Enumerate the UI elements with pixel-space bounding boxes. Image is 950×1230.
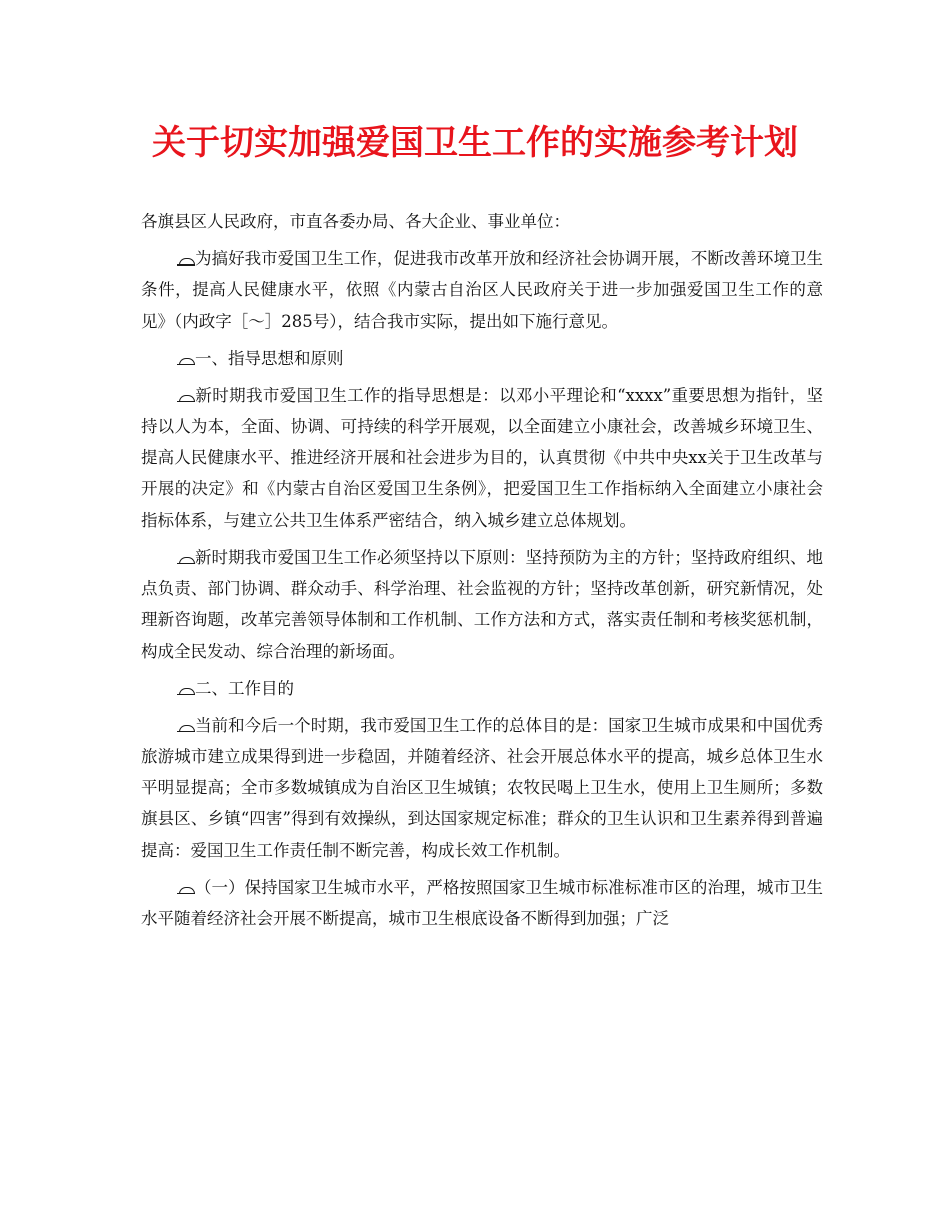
paragraph-text: 当前和今后一个时期，我市爱国卫生工作的总体目的是：国家卫生城市成果和中国优秀旅游城市建立成果得到进一步稳固，并随着经济、社会开展总体水平的提高，城乡总体卫生水平明显提高；全市多数城镇成为自治区卫生城镇；农牧民喝上卫生水，使用上卫生厕所；多数旗县区、乡镇“四害”得到有效操纵，到达国家规定标准；群众的卫生认识和卫生素养得到普遍提高：爱国卫生工作责任制不断完善，构成长效工作机制。 bbox=[141, 715, 823, 860]
paragraph-item-one bbox=[141, 872, 823, 935]
section-heading-work-goals bbox=[141, 673, 823, 704]
paragraph-mark-icon bbox=[177, 556, 195, 566]
salutation: 各旗县区人民政府，市直各委办局、各大企业、事业单位： bbox=[141, 212, 570, 231]
paragraph-mark-icon bbox=[177, 724, 195, 734]
paragraph-text: 二、工作目的 bbox=[195, 678, 294, 698]
paragraph-principles bbox=[141, 542, 823, 667]
paragraph-text: 为搞好我市爱国卫生工作，促进我市改革开放和经济社会协调开展，不断改善环境卫生条件，提高人民健康水平，依照《内蒙古自治区人民政府关于进一步加强爱国卫生工作的意见》（内政字［～］285号），结合我市实际，提出如下施行意见。 bbox=[141, 248, 823, 331]
paragraph-text: 一、指导思想和原则 bbox=[195, 348, 344, 368]
paragraph-mark-icon bbox=[177, 886, 195, 896]
paragraph-mark-icon bbox=[177, 394, 195, 404]
paragraph-guiding-thought bbox=[141, 380, 823, 536]
paragraph-overall-goal bbox=[141, 710, 823, 866]
paragraph-text: 新时期我市爱国卫生工作必须坚持以下原则：坚持预防为主的方针；坚持政府组织、地点负责、部门协调、群众动手、科学治理、社会监视的方针；坚持改革创新，研究新情况，处理新咨询题，改革完善领导体制和工作机制、工作方法和方式，落实责任制和考核奖惩机制，构成全民发动、综合治理的新场面。 bbox=[141, 547, 823, 661]
paragraph-intro bbox=[141, 243, 823, 337]
paragraph-mark-icon bbox=[177, 257, 195, 267]
paragraph-text: 新时期我市爱国卫生工作的指导思想是：以邓小平理论和“xxxx”重要思想为指针，坚持以人为本，全面、协调、可持续的科学开展观，以全面建立小康社会，改善城乡环境卫生、提高人民健康水平、推进经济开展和社会进步为目的，认真贯彻《中共中央xx关于卫生改革与开展的决定》和《内蒙古自治区爱国卫生条例》，把爱国卫生工作指标纳入全面建立小康社会指标体系，与建立公共卫生体系严密结合，纳入城乡建立总体规划。 bbox=[141, 385, 823, 530]
paragraph-mark-icon bbox=[177, 357, 195, 367]
paragraph-text: （一）保持国家卫生城市水平，严格按照国家卫生城市标准标准市区的治理，城市卫生水平随着经济社会开展不断提高，城市卫生根底设备不断得到加强；广泛 bbox=[141, 877, 823, 929]
document-body bbox=[141, 206, 823, 940]
document-title: 关于切实加强爱国卫生工作的实施参考计划 bbox=[152, 123, 798, 163]
section-heading-guiding-principles bbox=[141, 343, 823, 374]
paragraph-mark-icon bbox=[177, 687, 195, 697]
